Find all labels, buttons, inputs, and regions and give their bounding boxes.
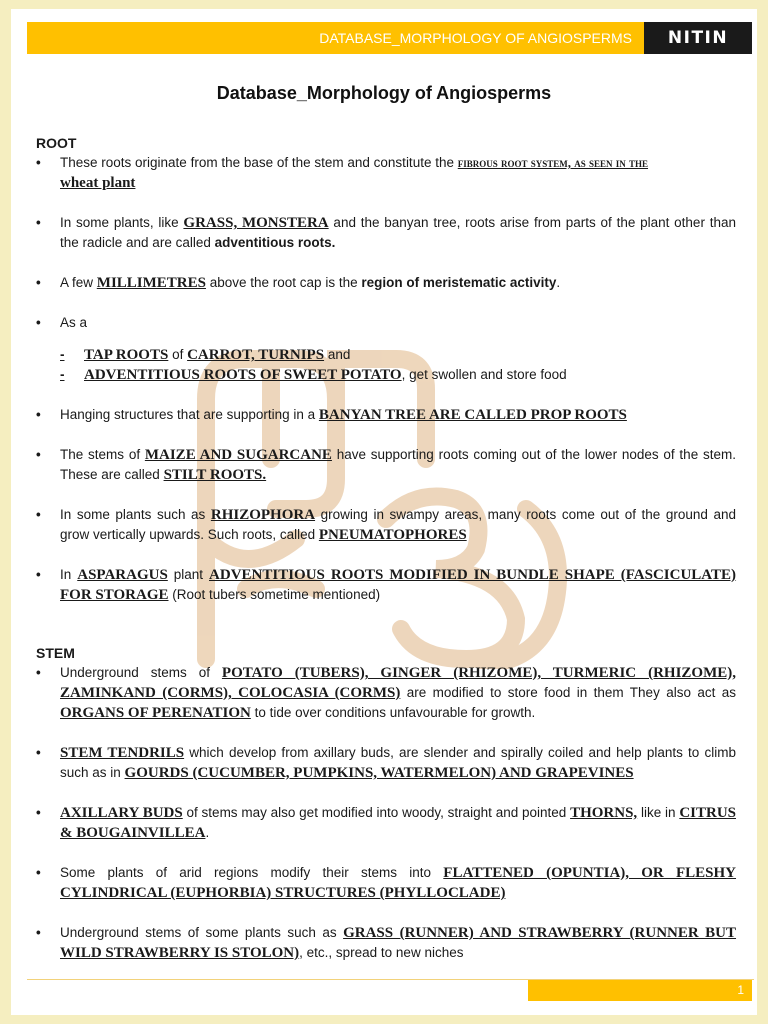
page-number: 1: [737, 983, 744, 997]
bullet-icon: •: [36, 567, 41, 582]
sub-list-item: - ADVENTITIOUS ROOTS OF SWEET POTATO, get swollen and store food: [60, 367, 567, 383]
list-item: • In some plants, like GRASS, MONSTERA and the banyan tree, roots arise from parts of the plant other than the radicle and are called adventitious roots.: [36, 215, 736, 250]
section-heading-stem: STEM: [36, 645, 75, 661]
bullet-icon: •: [36, 745, 41, 760]
bullet-icon: •: [36, 805, 41, 820]
list-item: • STEM TENDRILS which develop from axillary buds, are slender and spirally coiled and help plants to climb such as in GOURDS (CUCUMBER, PUMPKINS, WATERMELON) AND GRAPEVINES: [36, 745, 736, 781]
list-item: • Hanging structures that are supporting in a BANYAN TREE ARE CALLED PROP ROOTS: [36, 407, 627, 423]
bullet-icon: •: [36, 865, 41, 880]
document-body: [36, 133, 736, 983]
bullet-icon: •: [36, 155, 41, 170]
bullet-icon: •: [36, 447, 41, 462]
list-item: • A few MILLIMETRES above the root cap is the region of meristematic activity.: [36, 275, 561, 291]
bullet-icon: •: [36, 665, 41, 680]
list-item: • In ASPARAGUS plant ADVENTITIOUS ROOTS MODIFIED IN BUNDLE SHAPE (FASCICULATE) FOR STORAGE (Root tubers sometime mentioned): [36, 567, 737, 603]
list-item: • AXILLARY BUDS of stems may also get modified into woody, straight and pointed THORNS, like in CITRUS & BOUGAINVILLEA.: [36, 805, 736, 841]
bullet-icon: •: [36, 315, 41, 330]
document-title: Database_Morphology of Angiosperms: [216, 83, 552, 103]
list-item: • Underground stems of some plants such as GRASS (RUNNER) AND STRAWBERRY (RUNNER BUT WILD STRAWBERRY IS STOLON), etc., spread to new niches: [36, 925, 737, 961]
bullet-icon: •: [36, 215, 41, 230]
section-heading-root: ROOT: [36, 135, 77, 151]
header-title: DATABASE_MORPHOLOGY OF ANGIOSPERMS: [319, 30, 632, 46]
list-item: • These roots originate from the base of the stem and constitute the fibrous root system, as seen in the wheat plant: [36, 155, 649, 191]
brand-logo: NITIN: [644, 22, 752, 54]
footer-bar: [528, 980, 752, 1001]
list-item: • Underground stems of POTATO (TUBERS), GINGER (RHIZOME), TURMERIC (RHIZOME), ZAMINKAND (CORMS), COLOCASIA (CORMS) are modified to store food in them They also act as ORGANS OF PERENATION to tide over conditions unfavourable for growth.: [36, 665, 736, 721]
document-page: [11, 9, 757, 1015]
header-bar: [27, 22, 752, 54]
sub-list-item: - TAP ROOTS of CARROT, TURNIPS and: [60, 347, 351, 363]
sub-list: [60, 345, 736, 385]
bullet-icon: •: [36, 925, 41, 940]
bullet-icon: •: [36, 275, 41, 290]
bullet-icon: •: [36, 407, 41, 422]
list-item: • The stems of MAIZE AND SUGARCANE have supporting roots coming out of the lower nodes of the stem. These are called STILT ROOTS.: [36, 447, 736, 483]
list-item: • As a: [36, 313, 736, 333]
bullet-icon: •: [36, 507, 41, 522]
list-item: • In some plants such as RHIZOPHORA growing in swampy areas, many roots come out of the ground and grow vertically upwards. Such roots, called PNEUMATOPHORES: [36, 507, 736, 543]
list-item: • Some plants of arid regions modify their stems into FLATTENED (OPUNTIA), OR FLESHY CYLINDRICAL (EUPHORBIA) STRUCTURES (PHYLLOCLADE): [36, 865, 737, 901]
